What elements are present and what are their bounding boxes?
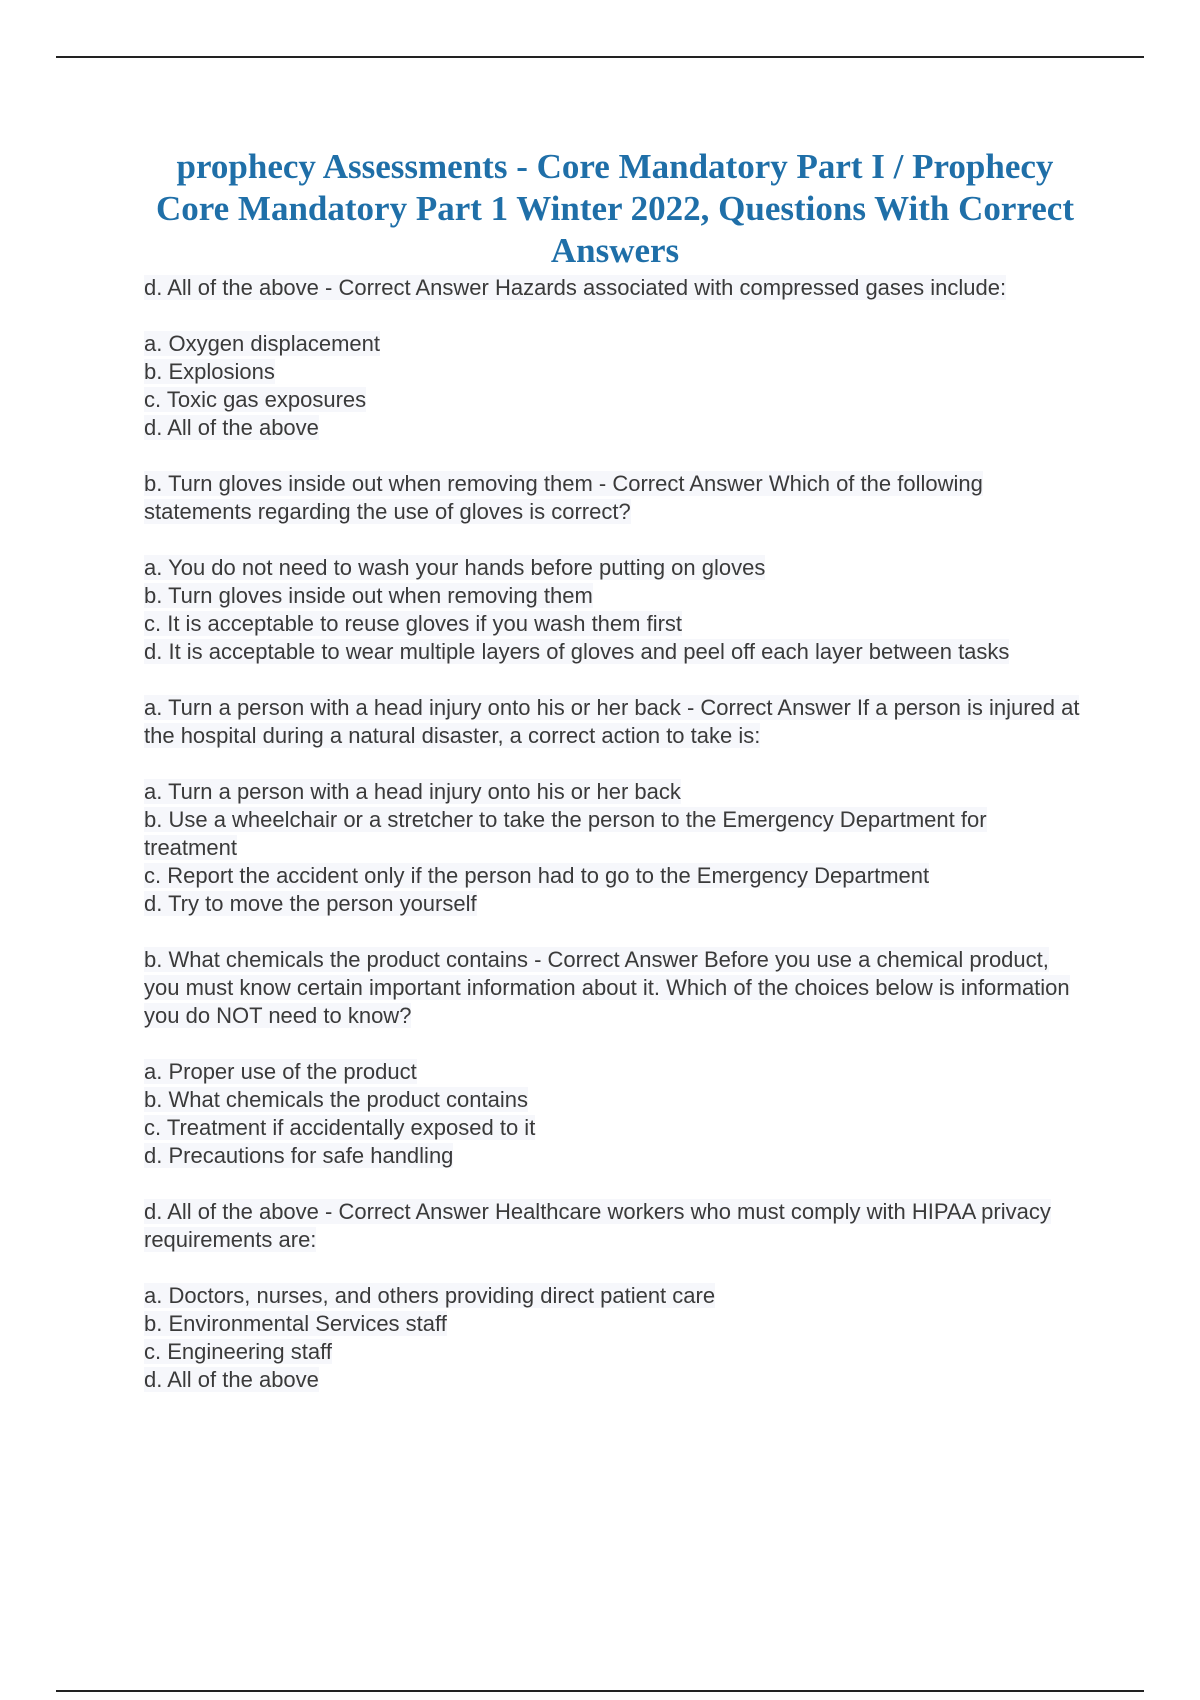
option-item: a. You do not need to wash your hands before putting on gloves — [144, 555, 766, 580]
option-item: a. Oxygen displacement — [144, 331, 381, 356]
qa-block — [144, 274, 1084, 442]
option-item: c. Engineering staff — [144, 1339, 332, 1364]
option-item: b. Turn gloves inside out when removing them — [144, 583, 593, 608]
option-item: b. What chemicals the product contains — [144, 1087, 528, 1112]
qa-block — [144, 946, 1084, 1170]
option-item: b. Explosions — [144, 359, 275, 384]
qa-content — [144, 274, 1084, 1394]
bottom-rule — [56, 1690, 1144, 1692]
option-list — [144, 330, 1084, 442]
qa-block — [144, 470, 1084, 666]
option-list — [144, 778, 1084, 918]
option-list — [144, 1058, 1084, 1170]
option-item: b. Use a wheelchair or a stretcher to take the person to the Emergency Department for treatment — [144, 807, 987, 860]
option-item: d. All of the above — [144, 415, 319, 440]
option-item: a. Turn a person with a head injury onto his or her back — [144, 779, 681, 804]
top-rule — [56, 56, 1144, 58]
question-text: d. All of the above - Correct Answer Healthcare workers who must comply with HIPAA privacy requirements are: — [144, 1199, 1051, 1252]
option-item: d. Try to move the person yourself — [144, 891, 477, 916]
option-item: c. Toxic gas exposures — [144, 387, 367, 412]
option-item: c. It is acceptable to reuse gloves if you wash them first — [144, 611, 683, 636]
option-list — [144, 1282, 1084, 1394]
option-item: d. All of the above — [144, 1367, 319, 1392]
option-item: c. Treatment if accidentally exposed to it — [144, 1115, 536, 1140]
option-item: d. It is acceptable to wear multiple layers of gloves and peel off each layer between tasks — [144, 639, 1010, 664]
document-title: prophecy Assessments - Core Mandatory Part I / Prophecy Core Mandatory Part 1 Winter 2022, Questions With Correct Answers — [155, 147, 1075, 270]
option-item: c. Report the accident only if the person had to go to the Emergency Department — [144, 863, 930, 888]
option-list — [144, 554, 1084, 666]
qa-block — [144, 694, 1084, 918]
question-text: d. All of the above - Correct Answer Hazards associated with compressed gases include: — [144, 275, 1007, 300]
question-text: b. Turn gloves inside out when removing them - Correct Answer Which of the following statements regarding the use of gloves is correct? — [144, 471, 983, 524]
qa-block — [144, 1198, 1084, 1394]
option-item: a. Doctors, nurses, and others providing direct patient care — [144, 1283, 716, 1308]
option-item: a. Proper use of the product — [144, 1059, 417, 1084]
question-text: a. Turn a person with a head injury onto his or her back - Correct Answer If a person is injured at the hospital during a natural disaster, a correct action to take is: — [144, 695, 1080, 748]
option-item: d. Precautions for safe handling — [144, 1143, 454, 1168]
question-text: b. What chemicals the product contains - Correct Answer Before you use a chemical product, you must know certain important information about it. Which of the choices below is information you do NOT need to know? — [144, 947, 1070, 1028]
option-item: b. Environmental Services staff — [144, 1311, 447, 1336]
